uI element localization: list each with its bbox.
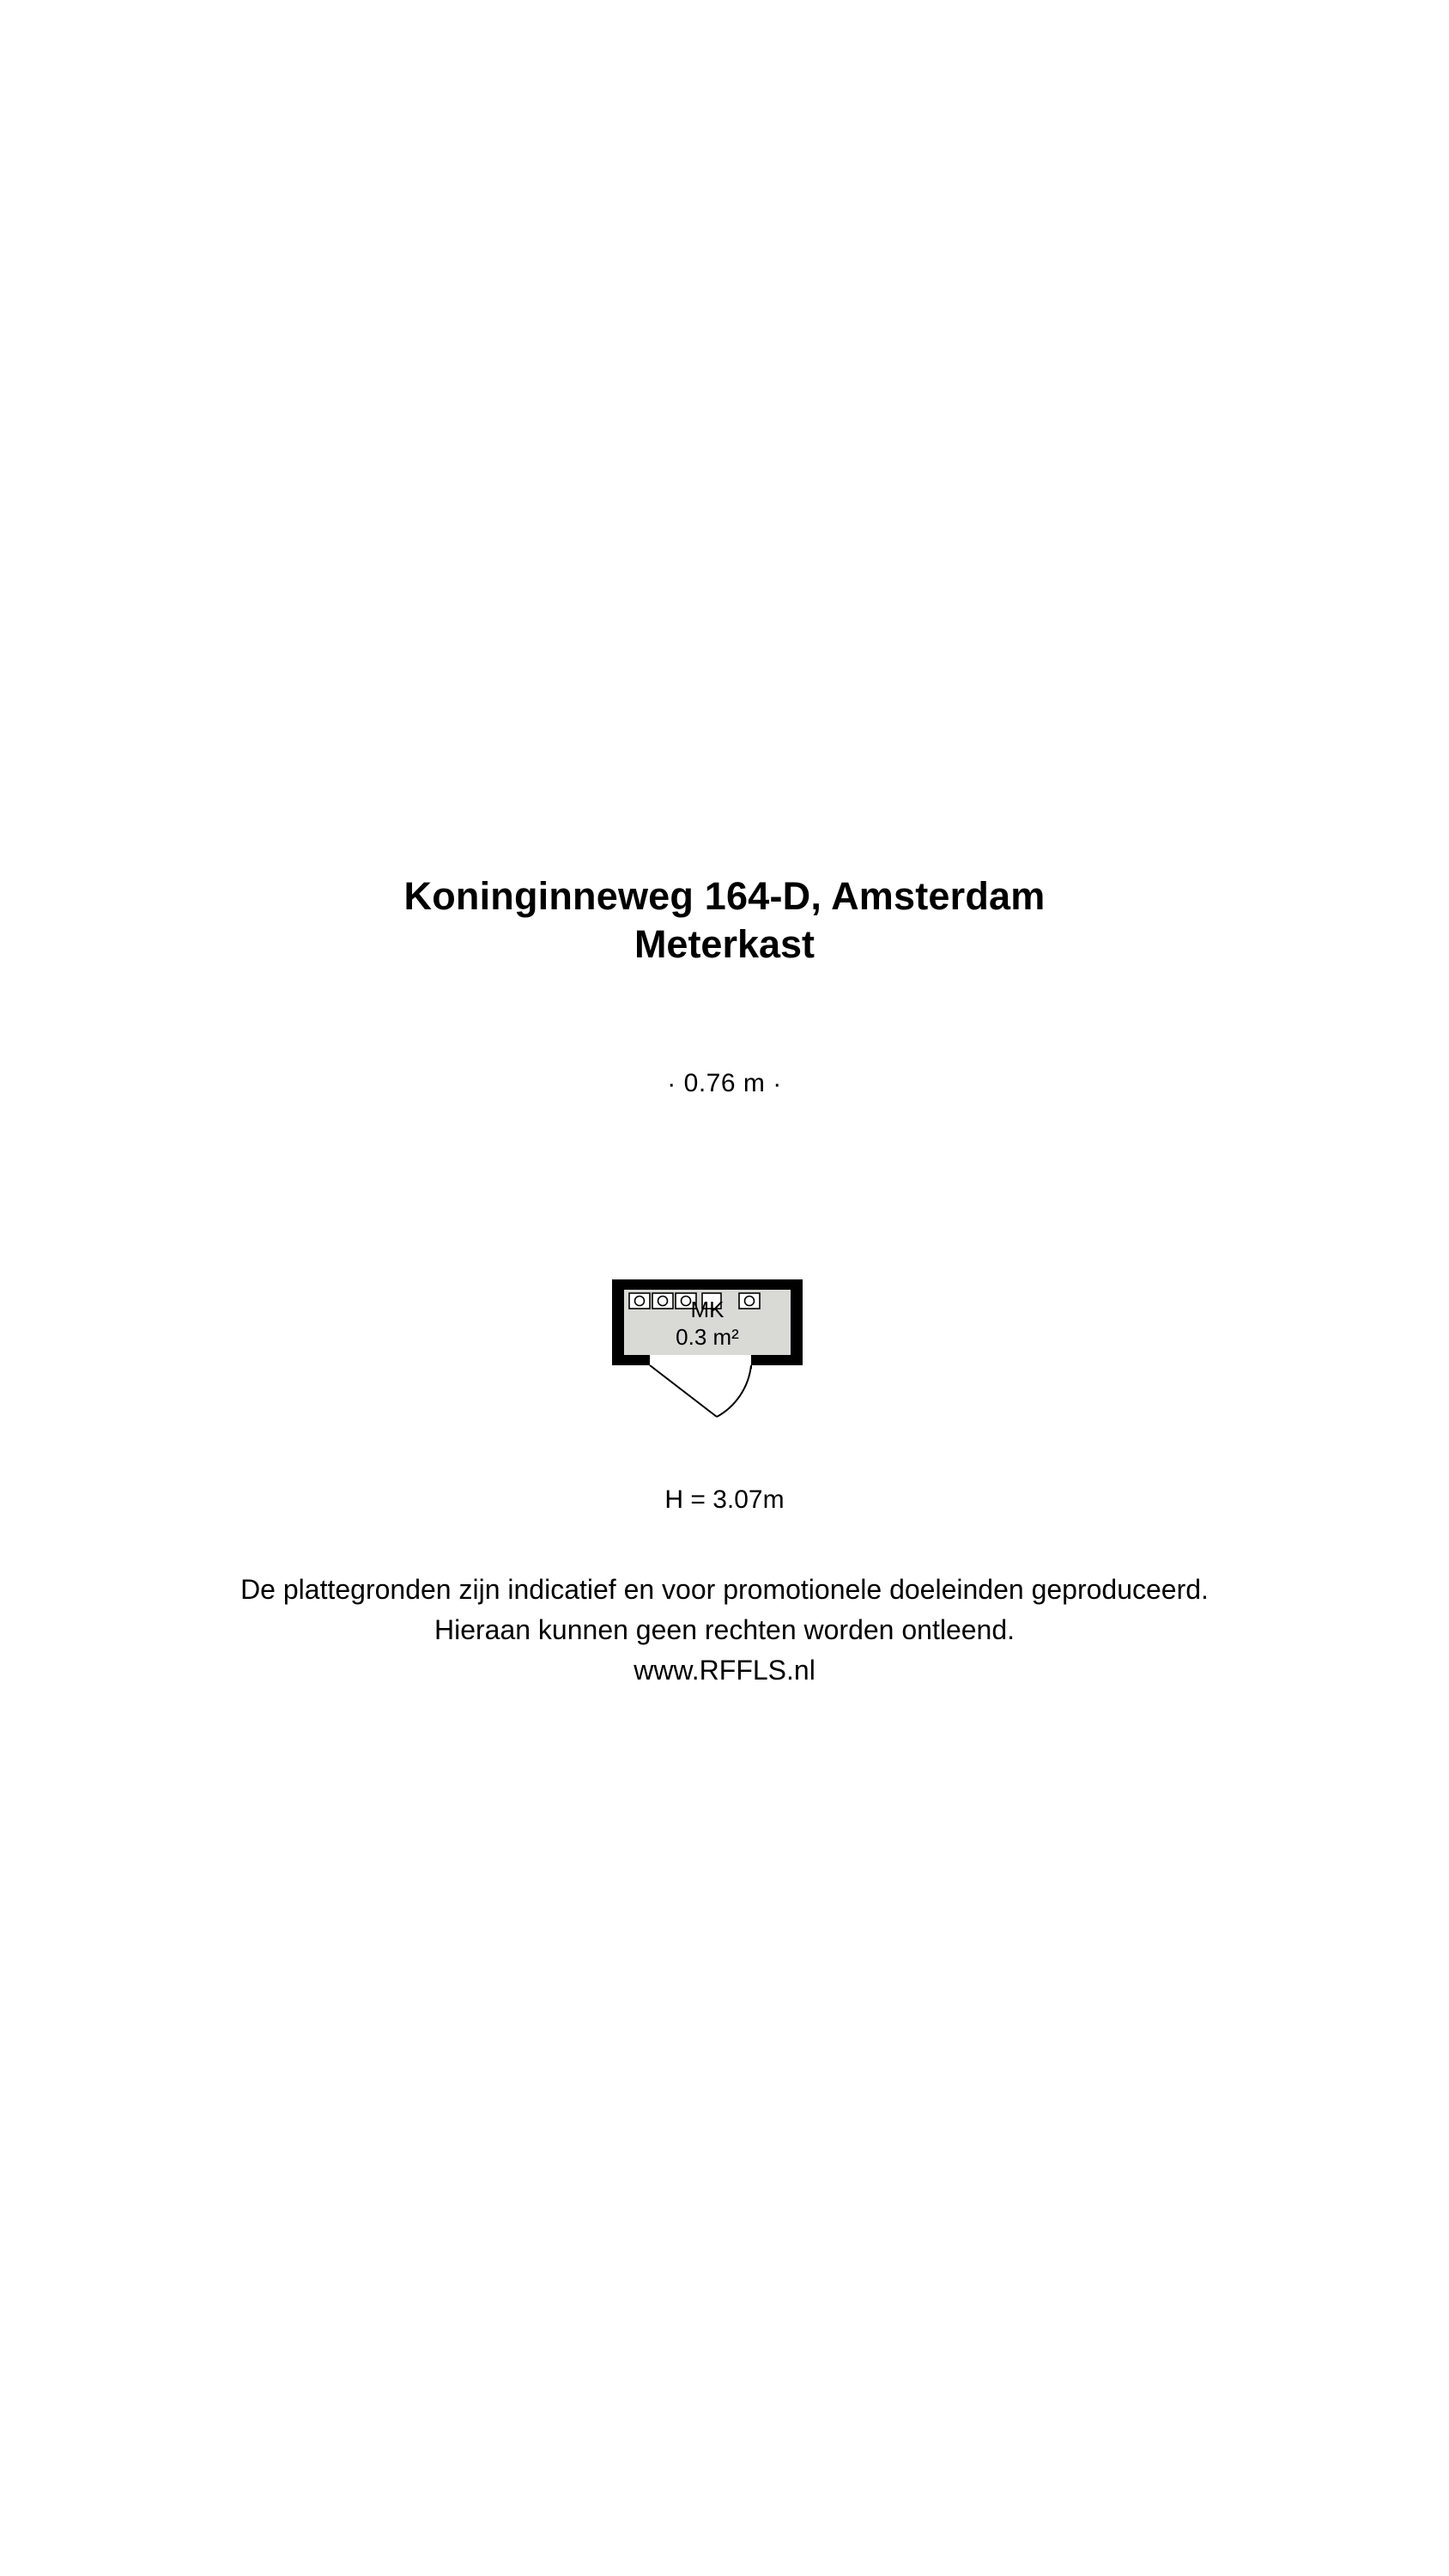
title-address: Koninginneweg 164-D, Amsterdam <box>403 874 1046 918</box>
floorplan-drawing <box>612 1279 837 1451</box>
ceiling-height-label: H = 3.07m <box>664 1485 785 1514</box>
room-area-label: 0.3 m² <box>676 1324 739 1350</box>
disclaimer-line-1: De plattegronden zijn indicatief en voor promotionele doeleinden geproduceerd. <box>240 1574 1209 1605</box>
plan-width-dimension <box>0 1069 1449 1099</box>
website-url: www.RFFLS.nl <box>634 1655 815 1686</box>
dimension-tick-left: · <box>667 1070 676 1099</box>
dimension-width-value: 0.76 m <box>683 1069 766 1097</box>
disclaimer-block <box>0 1570 1449 1691</box>
door-opening <box>650 1355 751 1365</box>
room-name-label: MK <box>690 1297 724 1322</box>
dimension-tick-right: · <box>773 1070 782 1099</box>
disclaimer-line-2: Hieraan kunnen geen rechten worden ontleend. <box>433 1614 1016 1645</box>
door-swing <box>650 1365 751 1417</box>
page-title <box>0 872 1449 969</box>
title-room: Meterkast <box>634 922 815 966</box>
